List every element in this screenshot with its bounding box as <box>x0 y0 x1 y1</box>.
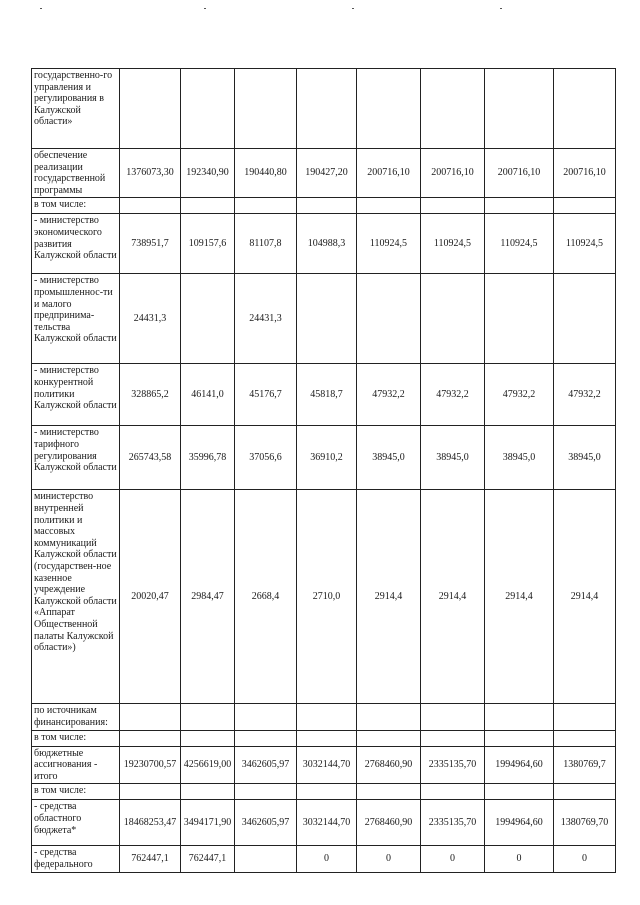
value-cell <box>421 730 485 746</box>
value-cell: 24431,3 <box>235 274 297 364</box>
value-cell: 45818,7 <box>297 364 357 426</box>
value-cell <box>120 704 181 730</box>
table-row <box>32 426 616 490</box>
table-row <box>32 746 616 784</box>
value-cell <box>485 704 554 730</box>
row-label: государственно-го управления и регулирования в Калужской области» <box>32 69 120 149</box>
value-cell: 38945,0 <box>554 426 616 490</box>
value-cell <box>485 784 554 800</box>
value-cell <box>235 784 297 800</box>
value-cell <box>357 730 421 746</box>
value-cell: 3032144,70 <box>297 746 357 784</box>
value-cell: 200716,10 <box>357 149 421 198</box>
value-cell: 762447,1 <box>120 846 181 872</box>
value-cell <box>120 198 181 214</box>
value-cell: 38945,0 <box>485 426 554 490</box>
row-label: в том числе: <box>32 198 120 214</box>
value-cell <box>357 69 421 149</box>
value-cell <box>357 784 421 800</box>
table-row <box>32 490 616 704</box>
value-cell <box>357 704 421 730</box>
value-cell: 0 <box>485 846 554 872</box>
value-cell: 110924,5 <box>554 214 616 274</box>
value-cell <box>554 704 616 730</box>
value-cell <box>235 846 297 872</box>
value-cell <box>235 730 297 746</box>
value-cell: 18468253,47 <box>120 800 181 846</box>
value-cell: 3494171,90 <box>181 800 235 846</box>
row-label: обеспечение реализации государственной программы <box>32 149 120 198</box>
row-label: - министерство экономического развития Калужской области <box>32 214 120 274</box>
value-cell: 47932,2 <box>554 364 616 426</box>
row-label: - средства федерального <box>32 846 120 872</box>
value-cell: 45176,7 <box>235 364 297 426</box>
value-cell <box>120 730 181 746</box>
value-cell <box>235 198 297 214</box>
value-cell <box>297 784 357 800</box>
value-cell: 19230700,57 <box>120 746 181 784</box>
value-cell <box>421 69 485 149</box>
value-cell: 0 <box>357 846 421 872</box>
value-cell <box>485 730 554 746</box>
table-row <box>32 730 616 746</box>
value-cell: 37056,6 <box>235 426 297 490</box>
table-row <box>32 784 616 800</box>
value-cell <box>297 69 357 149</box>
value-cell: 110924,5 <box>421 214 485 274</box>
row-label: - министерство промышленнос-ти и малого предпринима-тельства Калужской области <box>32 274 120 364</box>
value-cell: 110924,5 <box>357 214 421 274</box>
value-cell: 200716,10 <box>554 149 616 198</box>
value-cell <box>120 784 181 800</box>
value-cell <box>357 274 421 364</box>
value-cell: 762447,1 <box>181 846 235 872</box>
value-cell: 738951,7 <box>120 214 181 274</box>
value-cell: 109157,6 <box>181 214 235 274</box>
value-cell: 81107,8 <box>235 214 297 274</box>
value-cell: 2768460,90 <box>357 800 421 846</box>
value-cell <box>235 704 297 730</box>
value-cell: 47932,2 <box>357 364 421 426</box>
row-label: - средства областного бюджета* <box>32 800 120 846</box>
value-cell: 24431,3 <box>120 274 181 364</box>
row-label: в том числе: <box>32 784 120 800</box>
scan-speck <box>40 8 42 9</box>
table-row <box>32 800 616 846</box>
value-cell: 35996,78 <box>181 426 235 490</box>
value-cell: 1994964,60 <box>485 746 554 784</box>
row-label: - министерство тарифного регулирования Калужской области <box>32 426 120 490</box>
value-cell <box>421 704 485 730</box>
table-row <box>32 704 616 730</box>
value-cell <box>297 198 357 214</box>
value-cell: 190427,20 <box>297 149 357 198</box>
value-cell <box>485 274 554 364</box>
value-cell: 2914,4 <box>485 490 554 704</box>
value-cell: 190440,80 <box>235 149 297 198</box>
table-row <box>32 846 616 872</box>
value-cell: 1376073,30 <box>120 149 181 198</box>
value-cell: 192340,90 <box>181 149 235 198</box>
value-cell <box>181 784 235 800</box>
value-cell <box>120 69 181 149</box>
row-label: - министерство конкурентной политики Калужской области <box>32 364 120 426</box>
value-cell <box>554 730 616 746</box>
value-cell: 47932,2 <box>421 364 485 426</box>
value-cell <box>421 198 485 214</box>
value-cell: 3462605,97 <box>235 800 297 846</box>
table-row <box>32 274 616 364</box>
table-row <box>32 214 616 274</box>
value-cell <box>297 704 357 730</box>
value-cell <box>554 784 616 800</box>
value-cell: 104988,3 <box>297 214 357 274</box>
value-cell <box>485 69 554 149</box>
value-cell: 4256619,00 <box>181 746 235 784</box>
value-cell <box>485 198 554 214</box>
value-cell: 2914,4 <box>357 490 421 704</box>
table-row <box>32 69 616 149</box>
value-cell <box>181 704 235 730</box>
value-cell: 200716,10 <box>421 149 485 198</box>
value-cell: 2914,4 <box>554 490 616 704</box>
value-cell: 110924,5 <box>485 214 554 274</box>
table-row <box>32 149 616 198</box>
value-cell: 38945,0 <box>357 426 421 490</box>
value-cell: 2335135,70 <box>421 800 485 846</box>
value-cell <box>181 730 235 746</box>
value-cell: 2768460,90 <box>357 746 421 784</box>
value-cell: 2335135,70 <box>421 746 485 784</box>
row-label: по источникам финансирования: <box>32 704 120 730</box>
value-cell: 328865,2 <box>120 364 181 426</box>
row-label: бюджетные ассигнования - итого <box>32 746 120 784</box>
scan-speck <box>352 8 354 9</box>
value-cell: 20020,47 <box>120 490 181 704</box>
value-cell: 3032144,70 <box>297 800 357 846</box>
value-cell <box>297 274 357 364</box>
scan-speck <box>204 8 206 9</box>
value-cell: 2668,4 <box>235 490 297 704</box>
value-cell <box>297 730 357 746</box>
value-cell: 1380769,70 <box>554 800 616 846</box>
value-cell: 47932,2 <box>485 364 554 426</box>
value-cell: 0 <box>421 846 485 872</box>
value-cell <box>554 274 616 364</box>
value-cell <box>181 198 235 214</box>
value-cell: 46141,0 <box>181 364 235 426</box>
budget-table <box>31 68 616 873</box>
value-cell: 38945,0 <box>421 426 485 490</box>
value-cell <box>181 69 235 149</box>
value-cell <box>421 784 485 800</box>
value-cell: 1994964,60 <box>485 800 554 846</box>
value-cell: 2914,4 <box>421 490 485 704</box>
value-cell: 0 <box>554 846 616 872</box>
value-cell <box>181 274 235 364</box>
scan-speck <box>500 8 502 9</box>
row-label: министерство внутренней политики и массовых коммуникаций Калужской области (государствен-ное казенное учреждение Калужской области «Аппарат Общественной палаты Калужской области») <box>32 490 120 704</box>
table-row <box>32 364 616 426</box>
row-label: в том числе: <box>32 730 120 746</box>
value-cell <box>554 198 616 214</box>
value-cell: 0 <box>297 846 357 872</box>
value-cell: 2984,47 <box>181 490 235 704</box>
value-cell <box>357 198 421 214</box>
value-cell: 200716,10 <box>485 149 554 198</box>
value-cell: 265743,58 <box>120 426 181 490</box>
table-row <box>32 198 616 214</box>
value-cell <box>421 274 485 364</box>
value-cell <box>554 69 616 149</box>
value-cell <box>235 69 297 149</box>
value-cell: 2710,0 <box>297 490 357 704</box>
value-cell: 1380769,7 <box>554 746 616 784</box>
value-cell: 3462605,97 <box>235 746 297 784</box>
budget-table-body <box>32 69 616 873</box>
value-cell: 36910,2 <box>297 426 357 490</box>
